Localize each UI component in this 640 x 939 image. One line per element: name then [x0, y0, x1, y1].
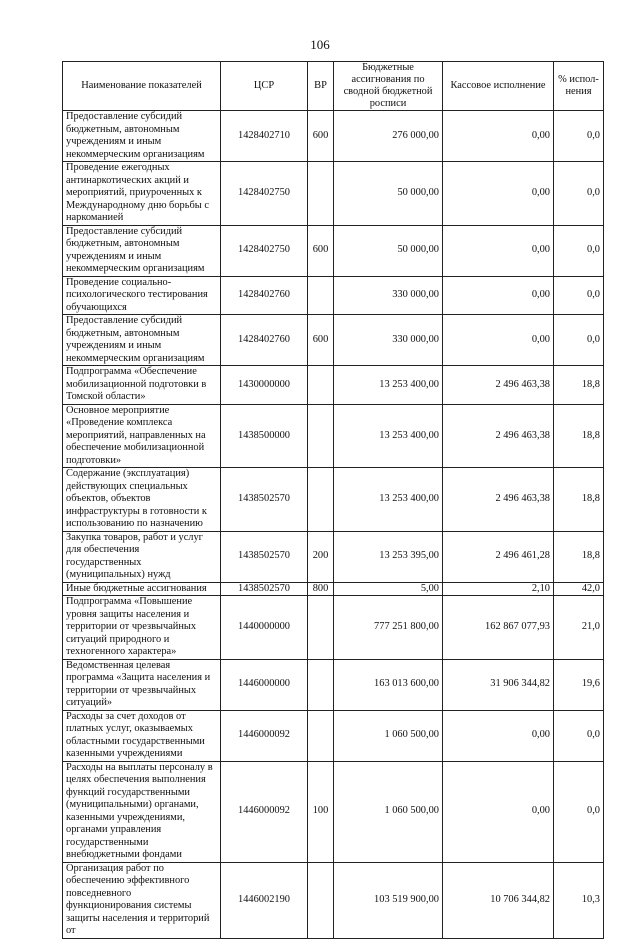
cell-assignments: 5,00: [334, 582, 443, 596]
cell-assignments: 330 000,00: [334, 276, 443, 315]
cell-execution: 10 706 344,82: [443, 862, 554, 938]
cell-name: Проведение социально-психологического тестирования обучающихся: [63, 276, 221, 315]
cell-csr: 1438500000: [221, 404, 308, 468]
cell-vr: 100: [308, 761, 334, 862]
cell-name: Предоставление субсидий бюджетным, автономным учреждениям и иным некоммерческим организациям: [63, 225, 221, 276]
cell-execution: 0,00: [443, 276, 554, 315]
cell-assignments: 13 253 400,00: [334, 366, 443, 405]
cell-assignments: 276 000,00: [334, 111, 443, 162]
cell-csr: 1428402760: [221, 276, 308, 315]
cell-csr: 1428402710: [221, 111, 308, 162]
table-row: [63, 366, 604, 405]
cell-vr: [308, 596, 334, 660]
cell-execution: 2 496 463,38: [443, 468, 554, 532]
cell-percent: 21,0: [554, 596, 604, 660]
header-vr: ВР: [308, 62, 334, 111]
budget-execution-table: [62, 61, 604, 939]
header-execution: Кассовое исполнение: [443, 62, 554, 111]
cell-name: Предоставление субсидий бюджетным, автономным учреждениям и иным некоммерческим организациям: [63, 315, 221, 366]
cell-execution: 0,00: [443, 162, 554, 226]
cell-vr: 200: [308, 531, 334, 582]
cell-execution: 2,10: [443, 582, 554, 596]
cell-assignments: 103 519 900,00: [334, 862, 443, 938]
cell-percent: 0,0: [554, 276, 604, 315]
table-header-row: [63, 62, 604, 111]
cell-execution: 0,00: [443, 111, 554, 162]
cell-vr: 600: [308, 315, 334, 366]
cell-execution: 2 496 463,38: [443, 366, 554, 405]
table-row: [63, 761, 604, 862]
cell-vr: [308, 468, 334, 532]
cell-execution: 0,00: [443, 710, 554, 761]
cell-csr: 1438502570: [221, 582, 308, 596]
cell-name: Иные бюджетные ассигнования: [63, 582, 221, 596]
cell-assignments: 777 251 800,00: [334, 596, 443, 660]
cell-assignments: 163 013 600,00: [334, 659, 443, 710]
cell-vr: [308, 659, 334, 710]
cell-csr: 1438502570: [221, 468, 308, 532]
cell-name: Подпрограмма «Повышение уровня защиты населения и территории от чрезвычайных ситуаций природного и техногенного характера»: [63, 596, 221, 660]
cell-vr: [308, 276, 334, 315]
header-name: Наименование показателей: [63, 62, 221, 111]
table-row: [63, 659, 604, 710]
cell-vr: [308, 710, 334, 761]
cell-percent: 0,0: [554, 761, 604, 862]
cell-name: Проведение ежегодных антинаркотических акций и мероприятий, приуроченных к Международному дню борьбы с наркоманией: [63, 162, 221, 226]
cell-percent: 0,0: [554, 111, 604, 162]
cell-assignments: 13 253 400,00: [334, 468, 443, 532]
cell-execution: 0,00: [443, 225, 554, 276]
cell-percent: 10,3: [554, 862, 604, 938]
cell-csr: 1446000092: [221, 710, 308, 761]
cell-percent: 18,8: [554, 531, 604, 582]
cell-csr: 1446000000: [221, 659, 308, 710]
cell-percent: 18,8: [554, 468, 604, 532]
cell-name: Ведомственная целевая программа «Защита населения и территории от чрезвычайных ситуаций»: [63, 659, 221, 710]
cell-csr: 1428402750: [221, 225, 308, 276]
cell-assignments: 1 060 500,00: [334, 761, 443, 862]
cell-vr: 600: [308, 111, 334, 162]
table-row: [63, 862, 604, 938]
cell-vr: 800: [308, 582, 334, 596]
cell-name: Предоставление субсидий бюджетным, автономным учреждениям и иным некоммерческим организациям: [63, 111, 221, 162]
cell-assignments: 50 000,00: [334, 162, 443, 226]
cell-csr: 1430000000: [221, 366, 308, 405]
cell-execution: 2 496 461,28: [443, 531, 554, 582]
cell-vr: 600: [308, 225, 334, 276]
cell-vr: [308, 404, 334, 468]
cell-percent: 0,0: [554, 315, 604, 366]
cell-vr: [308, 366, 334, 405]
cell-percent: 0,0: [554, 710, 604, 761]
cell-vr: [308, 162, 334, 226]
table-row: [63, 596, 604, 660]
table-row: [63, 162, 604, 226]
cell-csr: 1446002190: [221, 862, 308, 938]
cell-csr: 1446000092: [221, 761, 308, 862]
cell-name: Организация работ по обеспечению эффективного повседневного функционирования системы защиты населения и территорий от: [63, 862, 221, 938]
cell-name: Расходы на выплаты персоналу в целях обеспечения выполнения функций государственными (муниципальными) органами, казенными учреждениями, органами управления государственными внебюджетными фондами: [63, 761, 221, 862]
cell-percent: 0,0: [554, 225, 604, 276]
cell-execution: 162 867 077,93: [443, 596, 554, 660]
cell-percent: 19,6: [554, 659, 604, 710]
table-row: [63, 582, 604, 596]
cell-execution: 0,00: [443, 315, 554, 366]
header-csr: ЦСР: [221, 62, 308, 111]
cell-percent: 18,8: [554, 366, 604, 405]
cell-csr: 1428402750: [221, 162, 308, 226]
cell-csr: 1438502570: [221, 531, 308, 582]
table-row: [63, 710, 604, 761]
table-row: [63, 111, 604, 162]
header-assignments: Бюджетные ассигнования по сводной бюджетной росписи: [334, 62, 443, 111]
cell-execution: 2 496 463,38: [443, 404, 554, 468]
cell-vr: [308, 862, 334, 938]
cell-percent: 18,8: [554, 404, 604, 468]
cell-name: Закупка товаров, работ и услуг для обеспечения государственных (муниципальных) нужд: [63, 531, 221, 582]
cell-assignments: 13 253 400,00: [334, 404, 443, 468]
cell-percent: 42,0: [554, 582, 604, 596]
table-row: [63, 276, 604, 315]
cell-assignments: 330 000,00: [334, 315, 443, 366]
table-row: [63, 225, 604, 276]
cell-execution: 0,00: [443, 761, 554, 862]
cell-csr: 1428402760: [221, 315, 308, 366]
page-number: 106: [310, 37, 330, 52]
cell-assignments: 13 253 395,00: [334, 531, 443, 582]
cell-assignments: 50 000,00: [334, 225, 443, 276]
cell-name: Основное мероприятие «Проведение комплекса мероприятий, направленных на обеспечение мобилизационной подготовки»: [63, 404, 221, 468]
cell-execution: 31 906 344,82: [443, 659, 554, 710]
cell-name: Подпрограмма «Обеспечение мобилизационной подготовки в Томской области»: [63, 366, 221, 405]
cell-percent: 0,0: [554, 162, 604, 226]
header-percent: % испол-нения: [554, 62, 604, 111]
table-row: [63, 315, 604, 366]
cell-name: Расходы за счет доходов от платных услуг, оказываемых областными государственными казенными учреждениями: [63, 710, 221, 761]
cell-name: Содержание (эксплуатация) действующих специальных объектов, объектов инфраструктуры в готовности к использованию по назначению: [63, 468, 221, 532]
table-row: [63, 531, 604, 582]
cell-csr: 1440000000: [221, 596, 308, 660]
table-row: [63, 404, 604, 468]
cell-assignments: 1 060 500,00: [334, 710, 443, 761]
table-row: [63, 468, 604, 532]
